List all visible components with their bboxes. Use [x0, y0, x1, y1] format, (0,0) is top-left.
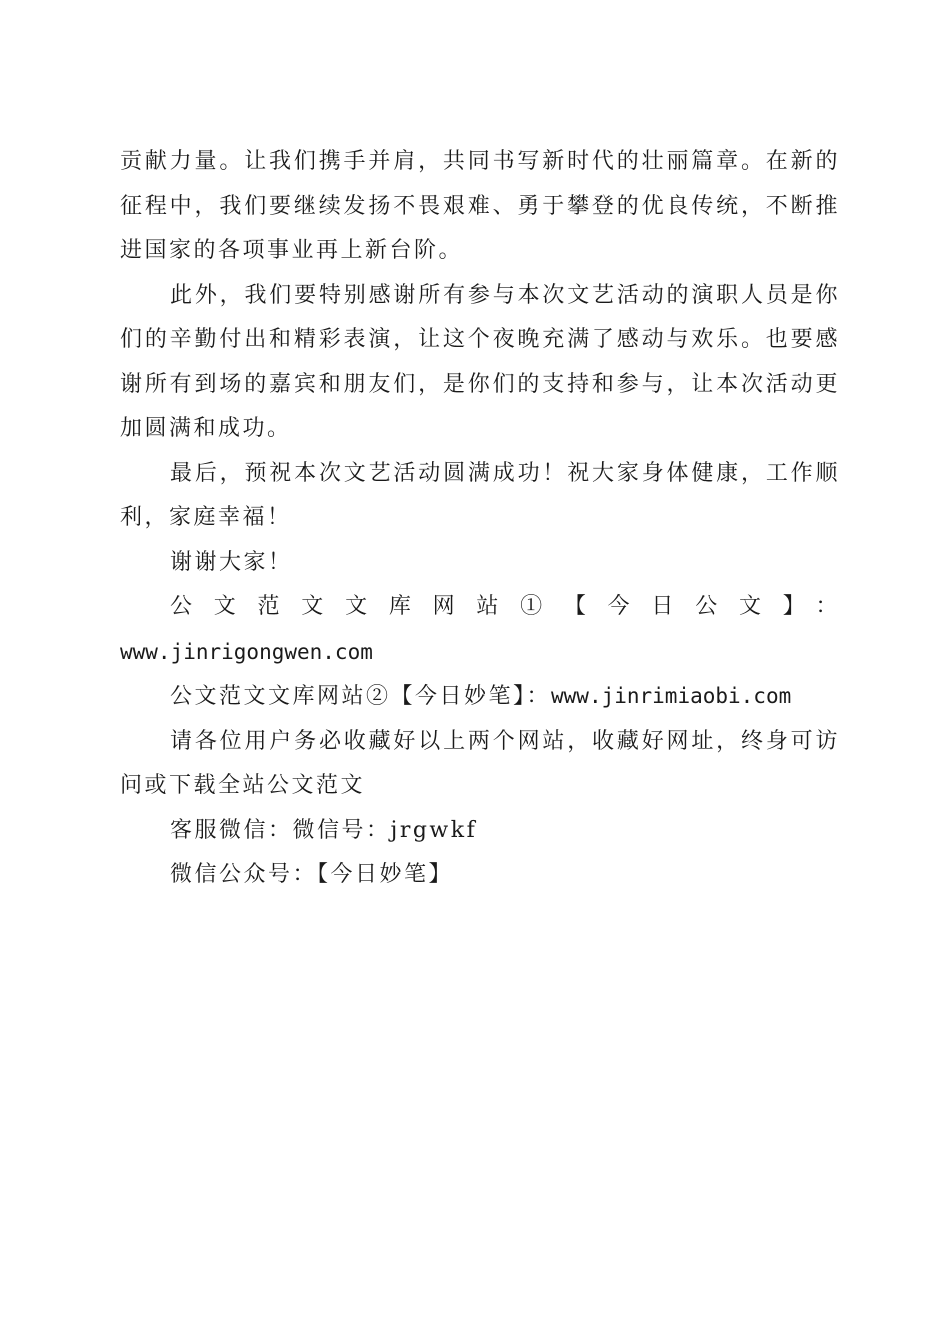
site1-url: www.jinrigongwen.com: [120, 639, 373, 664]
wechat-service: 客服微信：微信号：jrgwkf: [170, 817, 478, 843]
site1-label: 公文范文文库网站①【今日公文】：: [170, 594, 840, 619]
paragraph-thanks-performers: 此外，我们要特别感谢所有参与本次文艺活动的演职人员是你们的辛勤付出和精彩表演，让这个夜晚充满了感动与欢乐。也要感谢所有到场的嘉宾和朋友们，是你们的支持和参与，让本次活动更加圆满和成功。: [120, 282, 840, 441]
paragraph-thank-you: 谢谢大家！: [170, 549, 293, 575]
site2-line: [120, 674, 840, 720]
paragraph-closing-remarks: 贡献力量。让我们携手并肩，共同书写新时代的壮丽篇章。在新的征程中，我们要继续发扬不畏艰难、勇于攀登的优良传统，不断推进国家的各项事业再上新台阶。: [120, 149, 840, 263]
wechat-public-account: 微信公众号：【今日妙笔】: [170, 862, 454, 887]
site2-label: 公文范文文库网站②【今日妙笔】：: [170, 684, 552, 709]
bookmark-notice: 请各位用户务必收藏好以上两个网站，收藏好网址，终身可访问或下载全站公文范文: [120, 728, 840, 798]
document-page: [120, 140, 840, 898]
paragraph-best-wishes: 最后，预祝本次文艺活动圆满成功！祝大家身体健康，工作顺利，家庭幸福！: [120, 460, 840, 530]
site2-url: www.jinrimiaobi.com: [551, 684, 792, 708]
